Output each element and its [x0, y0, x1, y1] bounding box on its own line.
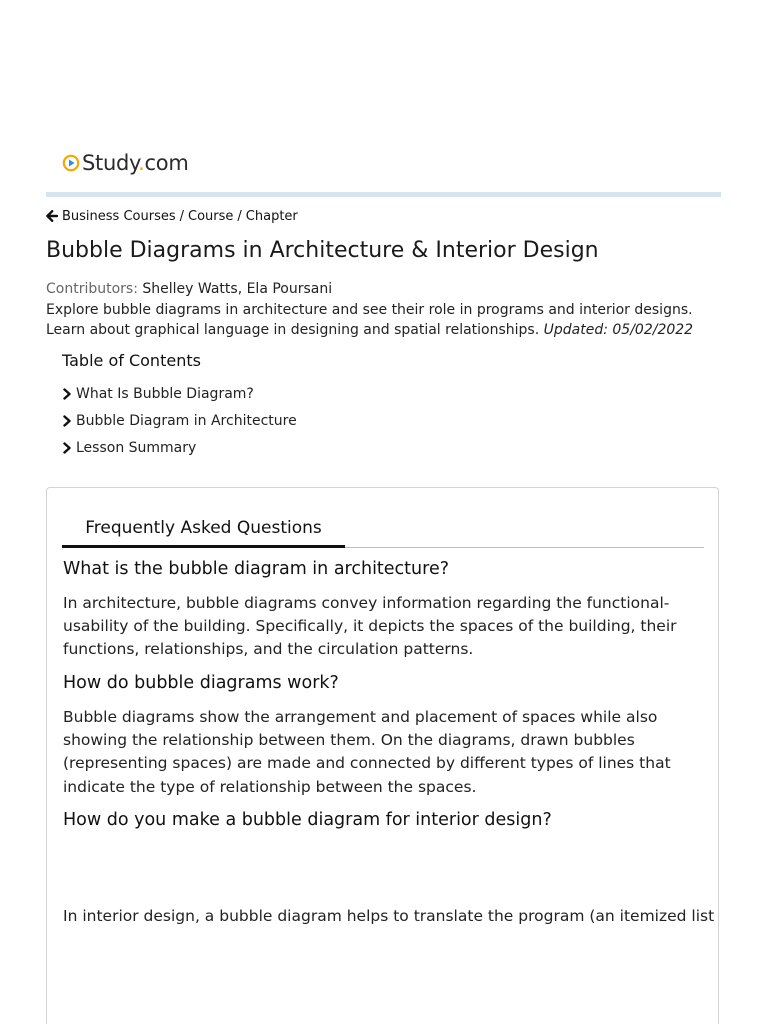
- logo-dot: .: [138, 151, 145, 175]
- faq-question: What is the bubble diagram in architecture?: [63, 559, 449, 579]
- toc-item-label: What Is Bubble Diagram?: [76, 386, 254, 402]
- play-circle-icon: [62, 154, 80, 172]
- chevron-right-icon: [62, 415, 72, 427]
- updated-date: Updated: 05/02/2022: [543, 322, 694, 338]
- toc-item-what-is-bubble-diagram[interactable]: [62, 384, 254, 404]
- toc-title: Table of Contents: [62, 351, 201, 370]
- summary-text: Explore bubble diagrams in architecture and see their role in programs and interior designs. Learn about graphical language in designing and spatial relationships.: [46, 302, 693, 338]
- faq-answer: Bubble diagrams show the arrangement and placement of spaces while also showing the relationship between them. On the diagrams, drawn bubbles (representing spaces) are made and connected by different types of lines that indicate the type of relationship between the spaces.: [63, 708, 671, 796]
- breadcrumb-separator: /: [179, 208, 185, 224]
- chevron-right-icon: [62, 442, 72, 454]
- arrow-left-icon[interactable]: [46, 210, 58, 222]
- faq-question: How do you make a bubble diagram for interior design?: [63, 810, 552, 830]
- faq-question: How do bubble diagrams work?: [63, 673, 339, 693]
- lesson-summary: [46, 300, 722, 340]
- toc-item-lesson-summary[interactable]: [62, 438, 196, 458]
- breadcrumb-chapter[interactable]: Chapter: [245, 208, 298, 224]
- contributors: [46, 281, 332, 297]
- faq-answer: In interior design, a bubble diagram helps to translate the program (an itemized list: [63, 907, 715, 925]
- study-logo[interactable]: [62, 149, 188, 177]
- breadcrumb-separator: /: [237, 208, 242, 224]
- breadcrumb-course[interactable]: Course: [188, 208, 234, 224]
- active-tab-indicator: [62, 545, 345, 548]
- breadcrumb-business-courses[interactable]: Business Courses: [62, 208, 176, 224]
- page-title: Bubble Diagrams in Architecture & Interior Design: [46, 238, 599, 263]
- logo-suffix: com: [144, 151, 189, 175]
- contributors-label: Contributors:: [46, 281, 138, 297]
- toc-item-bubble-diagram-in-architecture[interactable]: [62, 411, 297, 431]
- contributors-names: Shelley Watts, Ela Poursani: [142, 281, 333, 297]
- toc-item-label: Lesson Summary: [76, 440, 197, 456]
- logo-wordmark: [82, 151, 188, 175]
- header-divider: [46, 192, 721, 197]
- chevron-right-icon: [62, 388, 72, 400]
- logo-text: Study: [82, 151, 139, 175]
- breadcrumb: [46, 206, 298, 226]
- faq-answer: In architecture, bubble diagrams convey information regarding the functional-usability of the building. Specifically, it depicts the spaces of the building, their functions, relationships, and the circulation patterns.: [63, 594, 677, 659]
- tab-frequently-asked-questions[interactable]: Frequently Asked Questions: [85, 518, 322, 538]
- toc-item-label: Bubble Diagram in Architecture: [76, 413, 297, 429]
